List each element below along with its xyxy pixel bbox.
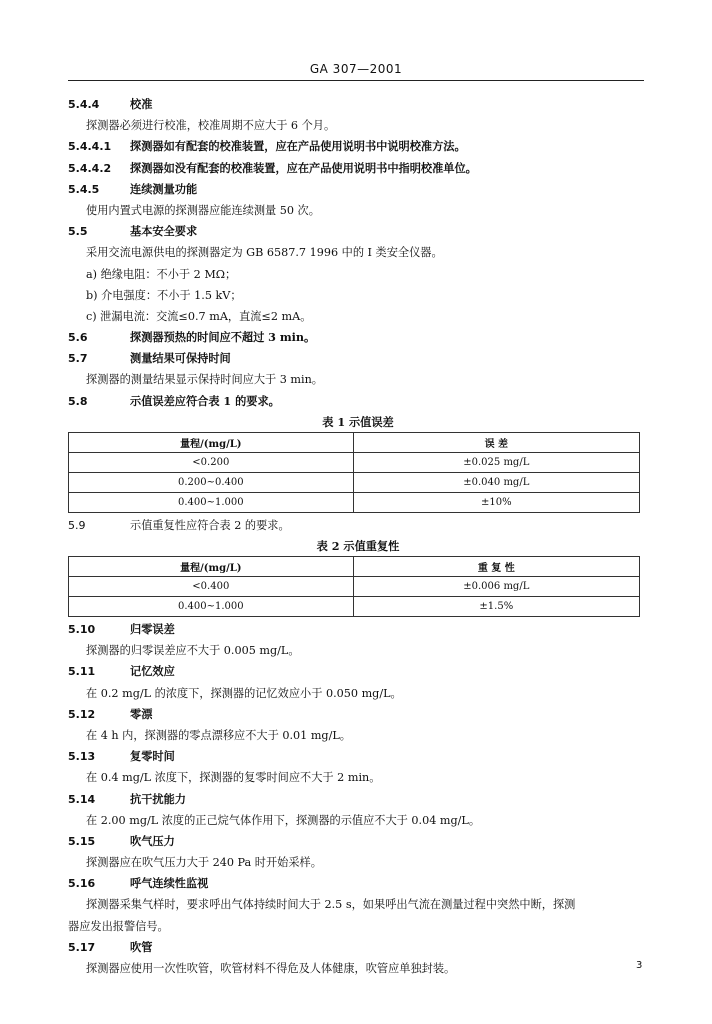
clause-text: 归零误差	[130, 622, 175, 636]
clause-paragraph	[68, 810, 648, 831]
table-cell: 0.400~1.000	[69, 492, 354, 512]
clause-heading	[68, 619, 648, 640]
section-block-2	[68, 619, 648, 979]
clause-text: 呼气连续性监视	[130, 876, 209, 891]
clause-text: 记忆效应	[130, 664, 175, 679]
clause-text: 在 2.00 mg/L 浓度的正己烷气体作用下，探测器的示值应不大于 0.04 mg/L。	[86, 813, 481, 827]
table1	[68, 432, 640, 513]
clause-text: 探测器采集气样时，要求呼出气体持续时间大于 2.5 s，如果呼出气流在测量过程中突然中断，探测	[86, 898, 576, 912]
clause-text: 探测器必须进行校准，校准周期不应大于 6 个月。	[86, 119, 336, 133]
clause-number: 5.13	[68, 750, 96, 764]
table2-caption: 表 2 示值重复性	[316, 539, 400, 553]
table-row	[69, 577, 640, 597]
table-cell: ±10%	[353, 492, 639, 512]
clause-heading	[68, 327, 648, 348]
clause-5-9	[68, 515, 648, 536]
header-rule	[68, 80, 644, 81]
clause-heading	[68, 221, 648, 242]
table-row	[69, 597, 640, 617]
table-row	[69, 452, 640, 472]
clause-number: 5.16	[68, 877, 96, 891]
clause-number: 5.6	[68, 331, 88, 345]
clause-text: 在 0.4 mg/L 浓度下，探测器的复零时间应不大于 2 min。	[86, 771, 381, 785]
clause-paragraph	[68, 725, 648, 746]
clause-paragraph	[68, 852, 648, 873]
clause-paragraph	[68, 115, 648, 136]
clause-text: 基本安全要求	[130, 224, 198, 239]
clause-heading	[68, 94, 648, 115]
clause-number: 5.12	[68, 707, 96, 721]
clause-paragraph	[68, 683, 648, 704]
clause-number: 5.8	[68, 394, 88, 408]
page-header: GA 307—2001	[309, 62, 403, 76]
clause-text: 示值误差应符合表 1 的要求。	[130, 393, 280, 408]
clause-text: 示值重复性应符合表 2 的要求。	[130, 518, 290, 532]
clause-heading	[68, 831, 648, 852]
clause-number: 5.5	[68, 225, 88, 239]
table1-caption: 表 1 示值误差	[322, 414, 394, 429]
clause-text: 使用内置式电源的探测器应能连续测量 50 次。	[86, 203, 320, 217]
clause-number: 5.11	[68, 665, 96, 679]
clause-paragraph	[68, 767, 648, 788]
clause-text: 探测器如没有配套的校准装置，应在产品使用说明书中指明校准单位。	[130, 160, 477, 175]
clause-text: 测量结果可保持时间	[130, 351, 231, 366]
clause-text: 器应发出报警信号。	[68, 919, 169, 933]
table2-header-repeatability: 重 复 性	[353, 557, 639, 577]
clause-text: 吹气压力	[130, 833, 175, 848]
clause-text: 探测器应在吹气压力大于 240 Pa 时开始采样。	[86, 856, 322, 870]
clause-text: 探测器预热的时间应不超过 3 min。	[130, 330, 316, 345]
table-cell: <0.200	[69, 452, 354, 472]
clause-number: 5.15	[68, 834, 96, 848]
clause-text: 采用交流电源供电的探测器定为 GB 6587.7 1996 中的 I 类安全仪器。	[86, 246, 443, 260]
clause-text: a) 绝缘电阻：不小于 2 MΩ；	[86, 267, 237, 281]
clause-text: 连续测量功能	[130, 181, 198, 196]
table-cell: ±0.006 mg/L	[353, 577, 639, 597]
clause-heading	[68, 158, 648, 179]
clause-heading	[68, 179, 648, 200]
table-row	[69, 492, 640, 512]
table2-header-range: 量程/(mg/L)	[69, 557, 354, 577]
clause-paragraph	[68, 958, 648, 979]
clause-heading	[68, 746, 648, 767]
table1-header-error: 误 差	[353, 432, 639, 452]
clause-text: 复零时间	[130, 749, 175, 764]
clause-text: 探测器的归零误差应不大于 0.005 mg/L。	[86, 644, 300, 658]
clause-text: 探测器如有配套的校准装置，应在产品使用说明书中说明校准方法。	[130, 139, 466, 154]
clause-text: b) 介电强度：不小于 1.5 kV；	[86, 288, 242, 302]
table-cell: ±0.025 mg/L	[353, 452, 639, 472]
table1-header-range: 量程/(mg/L)	[69, 432, 354, 452]
table2	[68, 556, 640, 617]
clause-paragraph	[68, 369, 648, 390]
clause-text: 探测器应使用一次性吹管，吹管材料不得危及人体健康，吹管应单独封装。	[86, 962, 456, 975]
table-cell: 0.400~1.000	[69, 597, 354, 617]
clause-number: 5.4.5	[68, 182, 100, 196]
table-row	[69, 472, 640, 492]
clause-paragraph	[68, 264, 648, 285]
clause-heading	[68, 704, 648, 725]
clause-text: 吹管	[130, 939, 153, 954]
section-block-1	[68, 94, 648, 412]
clause-heading	[68, 136, 648, 157]
clause-heading	[68, 391, 648, 412]
table-cell: 0.200~0.400	[69, 472, 354, 492]
table2-header-row	[69, 557, 640, 577]
clause-number: 5.4.4	[68, 98, 100, 111]
clause-text: 探测器的测量结果显示保持时间应大于 3 min。	[86, 373, 323, 387]
clause-number: 5.17	[68, 940, 96, 954]
table-cell: <0.400	[69, 577, 354, 597]
clause-number: 5.4.4.2	[68, 161, 112, 175]
clause-number: 5.10	[68, 623, 96, 636]
clause-heading	[68, 937, 648, 958]
clause-number: 5.9	[68, 518, 86, 532]
clause-heading	[68, 661, 648, 682]
clause-paragraph	[68, 640, 648, 661]
clause-number: 5.4.4.1	[68, 140, 112, 154]
table-cell: ±1.5%	[353, 597, 639, 617]
table1-header-row	[69, 432, 640, 452]
clause-text: 在 4 h 内，探测器的零点漂移应不大于 0.01 mg/L。	[86, 728, 351, 742]
clause-paragraph	[68, 200, 648, 221]
clause-paragraph	[68, 285, 648, 306]
clause-heading	[68, 873, 648, 894]
clause-paragraph	[68, 306, 648, 327]
clause-paragraph	[68, 242, 648, 263]
clause-text: 校准	[130, 97, 153, 111]
clause-paragraph	[68, 894, 648, 915]
clause-number: 5.14	[68, 792, 96, 806]
table-cell: ±0.040 mg/L	[353, 472, 639, 492]
document-body	[68, 94, 648, 979]
clause-paragraph	[68, 916, 648, 937]
clause-heading	[68, 789, 648, 810]
clause-text: 零漂	[130, 706, 153, 721]
clause-text: c) 泄漏电流：交流≤0.7 mA，直流≤2 mA。	[86, 309, 312, 323]
clause-number: 5.7	[68, 352, 88, 366]
clause-text: 在 0.2 mg/L 的浓度下，探测器的记忆效应小于 0.050 mg/L。	[86, 686, 402, 700]
clause-heading	[68, 348, 648, 369]
clause-text: 抗干扰能力	[130, 791, 186, 806]
page-number: 3	[636, 960, 643, 971]
